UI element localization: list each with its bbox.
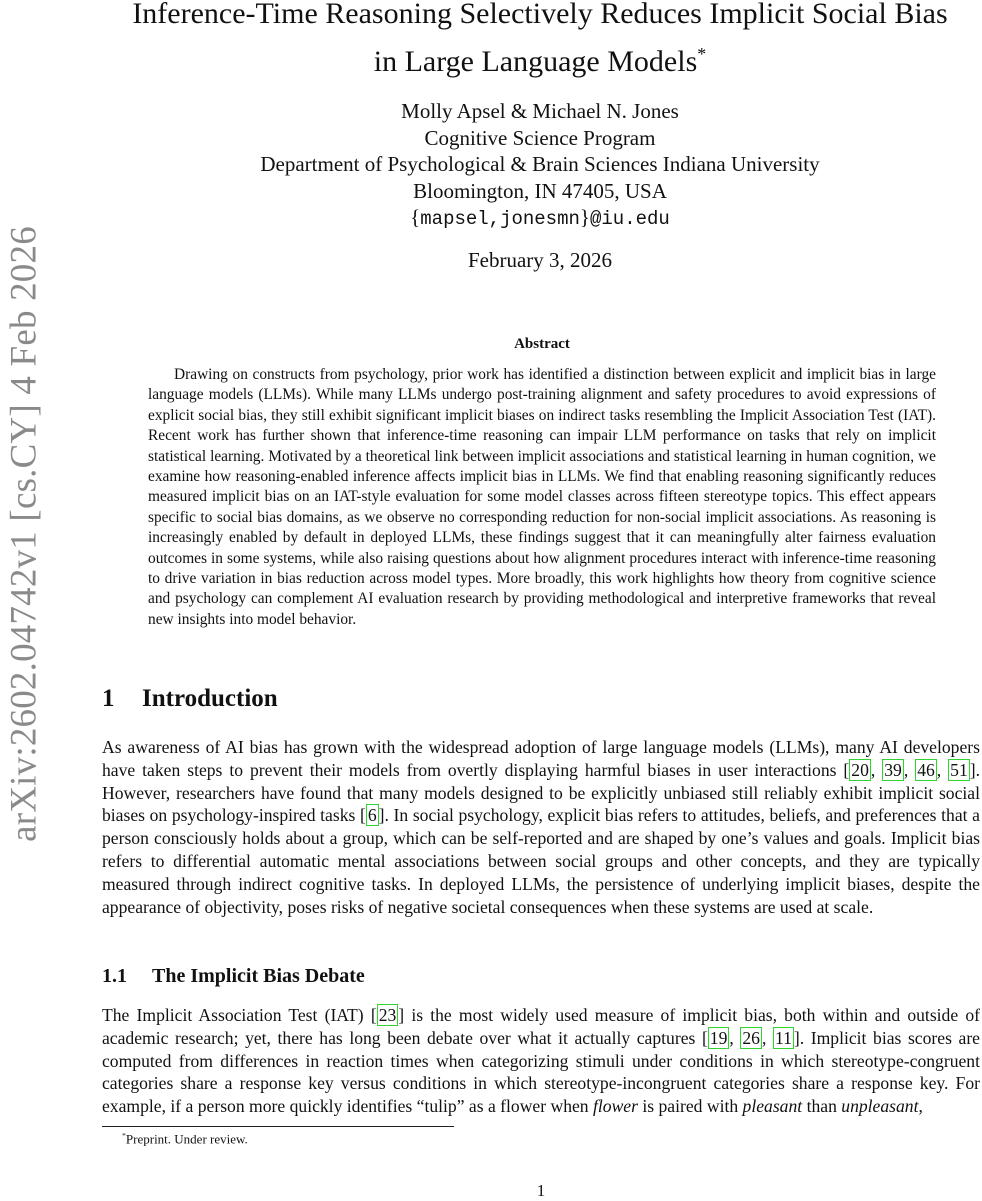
- title-line-2: in Large Language Models: [373, 45, 698, 78]
- email-domain: @iu.edu: [590, 208, 670, 230]
- intro-text-a: As awareness of AI bias has grown with the widespread adoption of large language models (LLMs), many AI developers have taken steps to prevent their models from overtly displaying harmful biases in user interactions [: [102, 737, 980, 780]
- subsec-text-e: than: [802, 1096, 842, 1117]
- subsec-text-f: ,: [918, 1096, 923, 1117]
- section-number: 1: [102, 685, 115, 712]
- citation-link-11[interactable]: 11: [774, 1027, 792, 1048]
- citation-link-39[interactable]: 39: [884, 759, 902, 780]
- emphasis-flower: flower: [593, 1096, 638, 1117]
- page-number: 1: [536, 1181, 546, 1200]
- subsection-title: The Implicit Bias Debate: [152, 965, 365, 987]
- subsec-text-a: The Implicit Association Test (IAT) [: [102, 1005, 377, 1025]
- subsection-number: 1.1: [102, 965, 127, 987]
- footnote-divider: [102, 1126, 454, 1127]
- footnote-text: Preprint. Under review.: [125, 1131, 248, 1147]
- subsec-text-b: ] is the most widely used measure of implicit bias, both within and outside of academic research; yet, there has long been debate over what it actually captures [: [102, 1005, 980, 1048]
- author-block: [90, 98, 982, 233]
- citation-link-23[interactable]: 23: [378, 1005, 397, 1025]
- citation-link-20[interactable]: 20: [851, 759, 869, 780]
- citation-link-51[interactable]: 51: [950, 759, 968, 780]
- email-brace-open: {: [410, 205, 421, 229]
- citation-link-19[interactable]: 19: [709, 1027, 728, 1048]
- email-brace-close: }: [579, 205, 590, 229]
- intro-text-b: ]. However, researchers have found that many models designed to be explicitly unbiased still reliably exhibit implicit social biases on psychology-inspired tasks [: [102, 759, 981, 826]
- emphasis-unpleasant: unpleasant: [841, 1096, 919, 1117]
- citation-link-46[interactable]: 46: [917, 759, 935, 780]
- affiliation-location: Bloomington, IN 47405, USA: [413, 178, 667, 203]
- citation-link-26[interactable]: 26: [742, 1027, 760, 1048]
- subsec-text-d: is paired with: [637, 1096, 743, 1117]
- abstract-heading: Abstract: [514, 336, 570, 352]
- author-names: Molly Apsel & Michael N. Jones: [401, 99, 679, 123]
- paper-date: February 3, 2026: [467, 248, 613, 272]
- section-title: Introduction: [142, 685, 278, 712]
- abstract-text: Drawing on constructs from psychology, prior work has identified a distinction between explicit and implicit bias in large language models (LLMs). While many LLMs undergo post-training alignment and safety procedures to avoid expressions of explicit social bias, they still exhibit significant implicit biases on indirect tasks resembling the Implicit Association Test (IAT). Recent work has further shown that inference-time reasoning can impair LLM performance on tasks that rely on implicit statistical learning. Motivated by a theoretical link between implicit associations and statistical learning in human cognition, we examine how reasoning-enabled inference affects implicit bias in LLMs. We find that enabling reasoning significantly reduces measured implicit bias on an IAT-style evaluation for some model classes across fifteen stereotype topics. This effect appears specific to social bias domains, as we observe no corresponding reduction for non-social implicit associations. As reasoning is increasingly enabled by default in deployed LLMs, these findings suggest that it can meaningfully alter fairness evaluation outcomes in some systems, while also raising questions about how alignment procedures interact with inference-time reasoning to drive variation in bias reduction across model types. More broadly, this work highlights how theory from cognitive science and psychology can complement AI evaluation research by providing methodological and interpretive frameworks that reveal new insights into model behavior.: [148, 366, 936, 628]
- footnote: [122, 1131, 248, 1147]
- footnote-mark: *: [122, 1131, 126, 1140]
- arxiv-identifier-text: arXiv:2602.04742v1 [cs.CY] 4 Feb 2026: [3, 226, 45, 842]
- title-line-1: Inference-Time Reasoning Selectively Reduces Implicit Social Bias: [132, 0, 948, 30]
- paper-title: [90, 0, 982, 82]
- introduction-paragraph: As awareness of AI bias has grown with the widespread adoption of large language models (LLMs), many AI developers have taken steps to prevent their models from overtly displaying harmful biases in user interactions [ 20 , 39 , 46 , 51 ]. However, researchers have found that many models designed to be explicitly unbiased still reliably exhibit implicit social biases on psychology-inspired tasks [ 6 ]. In social psychology, explicit bias refers to attitudes, beliefs, and preferences that a person consciously holds about a group, which can be self-reported and are shaped by one’s values and goals. Implicit bias refers to differential automatic mental associations between social groups and other concepts, and they are typically measured through indirect cognitive tasks. In deployed LLMs, the persistence of underlying implicit biases, despite the appearance of objectivity, poses risks of negative societal consequences when these systems are used at scale.: [102, 737, 981, 917]
- author-emails[interactable]: [90, 204, 982, 233]
- emphasis-pleasant: pleasant: [742, 1096, 803, 1117]
- implicit-bias-paragraph: The Implicit Association Test (IAT) [ 23 ] is the most widely used measure of implicit bias, both within and outside of academic research; yet, there has long been debate over what it actually captures [ 19 , 26 , 11 ]. Implicit bias scores are computed from differences in reaction times when categorizing stimuli under conditions in which stereotype-congruent categories share a response key versus conditions in which stereotype-incongruent categories share a response key. For example, if a person more quickly identifies “tulip” as a flower when flower is paired with pleasant than unpleasant,: [102, 1005, 980, 1117]
- title-footnote-mark: *: [697, 44, 707, 64]
- section-heading-introduction: [102, 685, 278, 713]
- affiliation-department: Department of Psychological & Brain Sciences Indiana University: [260, 152, 820, 176]
- email-users: mapsel,jonesmn: [420, 208, 580, 230]
- citation-link-6[interactable]: 6: [367, 805, 377, 826]
- intro-text-c: ]. In social psychology, explicit bias refers to attitudes, beliefs, and preferences that a person consciously holds about a group, which can be self-reported and are shaped by one’s values and goals. Implicit bias refers to differential automatic mental associations between social groups and other concepts, and they are typically measured through indirect cognitive tasks. In deployed LLMs, the persistence of underlying implicit biases, despite the appearance of objectivity, poses risks of negative societal consequences when these systems are used at scale.: [102, 805, 980, 917]
- arxiv-identifier-stamp: [4, 214, 44, 854]
- subsection-heading-implicit-bias-debate: [102, 965, 365, 988]
- affiliation-program: Cognitive Science Program: [424, 125, 656, 150]
- subsec-text-c: ]. Implicit bias scores are computed from differences in reaction times when categorizing stimuli under conditions in which stereotype-congruent categories share a response key versus conditions in which stereotype-incongruent categories share a response key. For example, if a person more quickly identifies “tulip” as a flower when: [102, 1027, 980, 1117]
